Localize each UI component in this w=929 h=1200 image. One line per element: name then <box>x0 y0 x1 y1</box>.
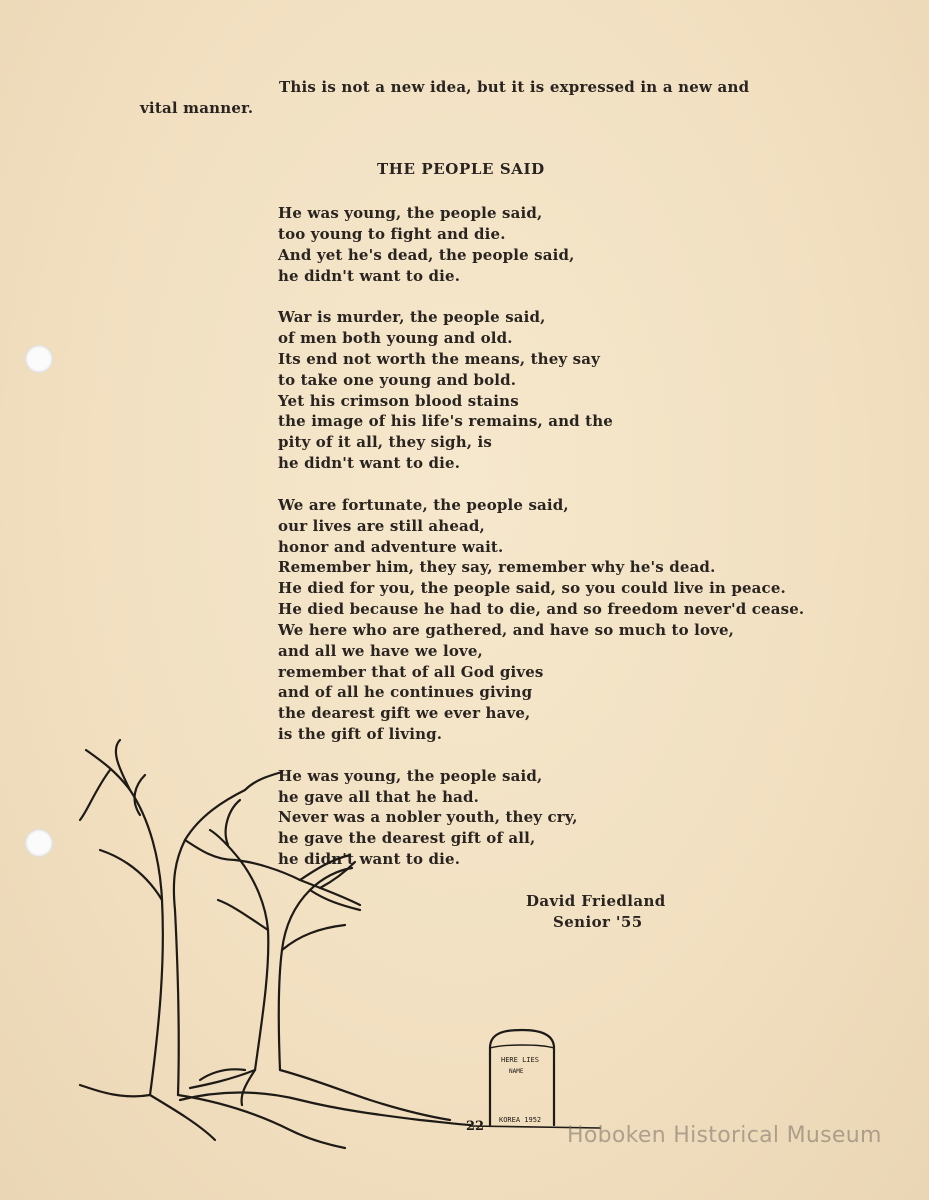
poem-line: he gave the dearest gift of all, <box>278 829 536 848</box>
intro-line-2: vital manner. <box>140 99 254 117</box>
poem-line: he didn't want to die. <box>278 266 461 285</box>
poem-line: to take one young and bold. <box>278 370 517 389</box>
poem-line: We are fortunate, the people said, <box>278 495 569 514</box>
poem-title: THE PEOPLE SAID <box>377 160 545 178</box>
tombstone-line-1: HERE LIES <box>501 1056 539 1064</box>
poem-line: too young to fight and die. <box>278 224 506 243</box>
tombstone-line-2: NAME <box>509 1068 524 1075</box>
poem-line: He died because he had to die, and so freedom never'd cease. <box>278 600 805 619</box>
poem-line: He was young, the people said, <box>278 766 543 785</box>
poem-line: the image of his life's remains, and the <box>278 412 613 431</box>
page-number: 22 <box>466 1119 485 1134</box>
poem-line: Its end not worth the means, they say <box>278 349 600 368</box>
poem-line: War is murder, the people said, <box>278 308 546 327</box>
poem-line: honor and adventure wait. <box>278 537 504 556</box>
poem-line: our lives are still ahead, <box>278 516 485 535</box>
poem-line: He died for you, the people said, so you could live in peace. <box>278 579 786 598</box>
poem-line: And yet he's dead, the people said, <box>278 245 575 264</box>
tombstone-base-text: KOREA 1952 <box>499 1116 542 1124</box>
poem-line: Remember him, they say, remember why he's dead. <box>278 558 716 577</box>
poem-line: remember that of all God gives <box>278 662 544 681</box>
poem-line: and of all he continues giving <box>278 683 533 702</box>
poem-line: We here who are gathered, and have so much to love, <box>278 620 735 639</box>
poem-line: he didn't want to die. <box>278 850 461 869</box>
author-name: David Friedland <box>526 892 666 910</box>
author-class: Senior '55 <box>553 913 643 931</box>
intro-line-1: This is not a new idea, but it is expressed in a new and <box>279 78 750 96</box>
poem-line: pity of it all, they sigh, is <box>278 433 492 452</box>
poem-line: and all we have we love, <box>278 641 483 660</box>
poem-line: of men both young and old. <box>278 329 513 348</box>
poem-line: he didn't want to die. <box>278 454 461 473</box>
poem-line: Yet his crimson blood stains <box>278 391 519 410</box>
museum-watermark: Hoboken Historical Museum <box>567 1123 882 1148</box>
poem-line: Never was a nobler youth, they cry, <box>278 808 578 827</box>
poem-line: he gave all that he had. <box>278 787 480 806</box>
poem-line: is the gift of living. <box>278 725 443 744</box>
poem-line: the dearest gift we ever have, <box>278 704 531 723</box>
poem-line: He was young, the people said, <box>278 204 543 222</box>
